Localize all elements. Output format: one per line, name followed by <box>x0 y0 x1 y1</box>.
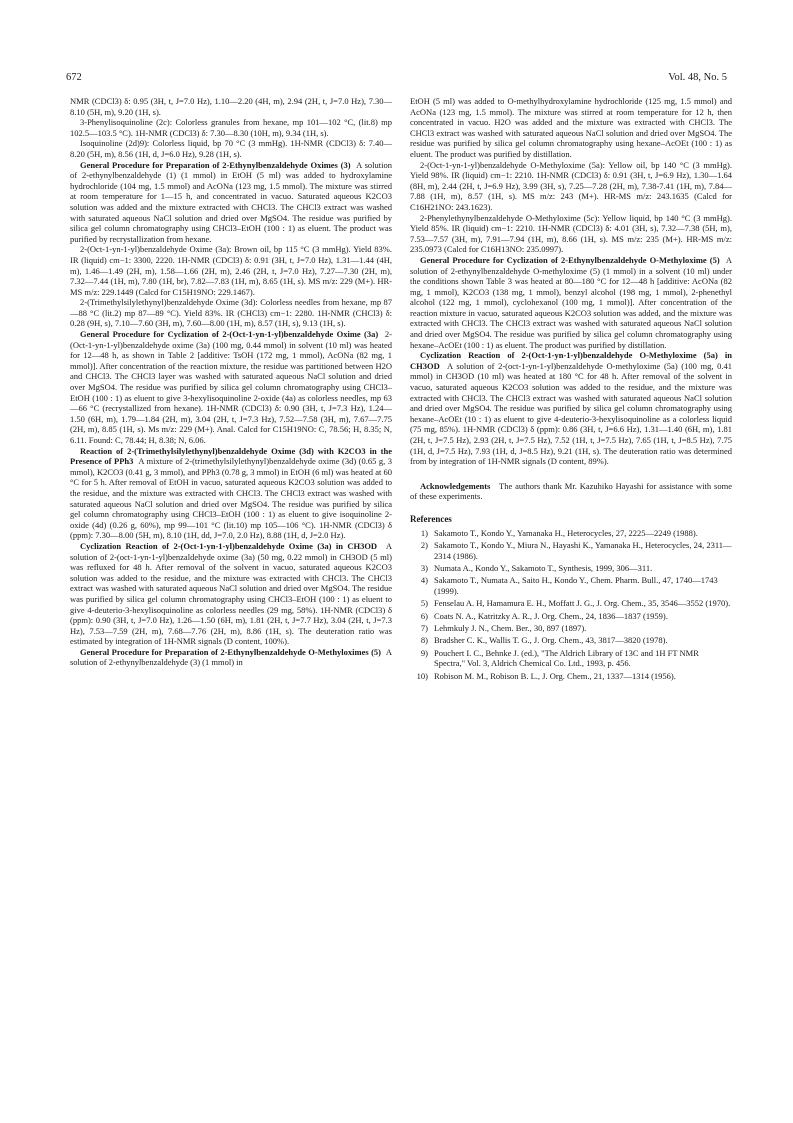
compound-3a-paragraph: 2-(Oct-1-yn-1-yl)benzaldehyde Oxime (3a): Brown oil, bp 115 °C (3 mmHg). Yield 83%. IR (liquid) cm−1: 3300, 2220. 1H-NMR (CDCl3) δ: 0.91 (3H, t, J=7.0 Hz), 1.31—1.44 (4H, m), 1.46—1.49 (2H, m), 1.58—1.66 (2H, m), 2.46 (2H, t, J=7.0 Hz), 7.27—7.30 (2H, m), 7.32—7.44 (1H, m), 7.80 (1H, br), 7.82—7.83 (1H, m), 8.65 (1H, s). MS m/z: 229 (M+). HR-MS m/z: 229.1449 (Calcd for C15H19NO: 229.1467). <box>70 244 392 297</box>
reference-item <box>410 648 732 669</box>
section-heading: General Procedure for Preparation of 2-Ethynylbenzaldehyde Oximes (3) <box>80 159 351 170</box>
reference-text: Pouchert I. C., Behnke J. (ed.), "The Aldrich Library of 13C and 1H FT NMR Spectra," Vol. 3, Aldrich Chemical Co. Ltd., 1993, p. 456. <box>434 647 699 669</box>
section-body: A solution of 2-(oct-1-yn-1-yl)benzaldehyde O-methyloxime (5a) (100 mg, 0.41 mmol) in CH3OD (10 ml) was heated at 180 °C for 48 h. After removal of the solvent in vacuo, saturated aqueous K2CO3 solution was added to the residue, and the mixture was extracted with CHCl3. The CHCl3 extract was washed with saturated aqueous NaCl solution and dried over MgSO4. The residue was purified by silica gel column chromatography using hexane–AcOEt (10 : 1) as eluent to give 4-deuterio-3-hexylisoquinoline as a colorless liquid (75 mg, 85%). 1H-NMR (CDCl3) δ (ppm): 0.86 (3H, t, J=6.6 Hz), 1.31—1.40 (6H, m), 1.81 (2H, t, J=7.5 Hz), 2.93 (2H, t, J=7.5 Hz), 7.52 (1H, t, J=7.5 Hz), 7.65 (1H, t, J=8.5 Hz), 7.75 (1H, d, J=7.5 Hz), 7.93 (1H, d, J=8.5 Hz), 9.21 (1H, s). The deuteration ratio was determined from by integration of 1H-NMR signals (D content, 89%). <box>410 360 732 467</box>
section-body: A solution of 2-ethynylbenzaldehyde (3) (1 mmol) in <box>70 646 392 668</box>
procedure-cyclization-5-paragraph <box>410 255 732 350</box>
reference-text: Bradsher C. K., Wallis T. G., J. Org. Chem., 43, 3817—3820 (1978). <box>434 635 668 646</box>
section-body: A solution of 2-ethynylbenzaldehyde (1) (1 mmol) in EtOH (5 ml) was added to hydroxylamine hydrochloride (104 mg, 1.5 mmol) and AcONa (123 mg, 1.5 mmol). The mixture was stirred at room temperature for 1—15 h, and concentrated in vacuo. Saturated aqueous K2CO3 solution was added and the mixture extracted with CHCl3. The CHCl3 extract was washed with saturated aqueous NaCl solution and dried over MgSO4. The residue was purified by silica gel column chromatography using CHCl3–EtOH (100 : 1) as eluent. The product was purified by recrystallization from hexane. <box>70 159 392 244</box>
reference-item <box>410 575 732 596</box>
reference-text: Sakamoto T., Kondo Y., Miura N., Hayashi K., Yamanaka H., Heterocycles, 24, 2311—2314 (1986). <box>434 539 732 561</box>
compound-2c-paragraph: 3-Phenylisoquinoline (2c): Colorless granules from hexane, mp 101—102 °C, (lit.8) mp 102.5—103.5 °C). 1H-NMR (CDCl3) δ: 7.30—8.30 (10H, m), 9.34 (1H, s). <box>70 117 392 138</box>
reference-number: 2) <box>420 539 428 550</box>
section-heading: General Procedure for Cyclization of 2-Ethynylbenzaldehyde O-Methyloxime (5) <box>420 254 720 265</box>
page-number: 672 <box>66 72 82 83</box>
right-column <box>410 96 732 683</box>
section-body: 2-(Oct-1-yn-1-yl)benzaldehyde oxime (3a) (100 mg, 0.44 mmol) in solvent (10 ml) was heated for 12—48 h, as shown in Table 2 [additive: TsOH (172 mg, 1 mmol), AcONa (82 mg, 1 mmol)]. After concentration of the reaction mixture, the residue was partitioned between H2O and CHCl3. The CHCl3 layer was washed with saturated aqueous NaCl solution and dried over MgSO4. The residue was purified by silica gel column chromatography using CHCl3–EtOH (100 : 1) as eluent to give 3-hexylisoquinoline 2-oxide (4a) as colorless needles, mp 63—66 °C (recrystallized from hexane). 1H-NMR (CDCl3) δ: 0.90 (3H, t, J=7.3 Hz), 1.24—1.50 (6H, m), 1.79—1.84 (2H, m), 3.04 (2H, t, J=7.3 Hz), 7.52—7.58 (3H, m), 7.67—7.75 (2H, m), 8.85 (1H, s). Ms m/z: 229 (M+). Anal. Calcd for C15H19NO: C, 78.56; H, 8.35; N, 6.11. Found: C, 78.44; H, 8.38; N, 6.06. <box>70 329 392 445</box>
journal-volume: Vol. 48, No. 5 <box>668 72 727 83</box>
reference-text: Numata A., Kondo Y., Sakamoto T., Synthesis, 1999, 306—311. <box>434 562 653 573</box>
reference-number: 7) <box>420 623 428 634</box>
reference-text: Sakamoto T., Numata A., Saito H., Kondo Y., Chem. Pharm. Bull., 47, 1740—1743 (1999). <box>434 575 718 596</box>
reference-number: 6) <box>420 610 428 621</box>
reference-item <box>410 611 732 622</box>
reference-text: Coats N. A., Katritzky A. R., J. Org. Chem., 24, 1836—1837 (1959). <box>434 610 668 621</box>
reference-text: Lehmkuly J. N., Chem. Ber., 30, 897 (1897). <box>434 623 587 634</box>
compound-3d-paragraph: 2-(Trimethylsilylethynyl)benzaldehyde Oxime (3d): Colorless needles from hexane, mp 87—88 °C (lit.2) mp 87—89 °C). Yield 83%. IR (CHCl3) cm−1: 2280. 1H-NMR (CHCl3) δ: 0.28 (9H, s), 7.10—7.60 (3H, m), 7.60—8.00 (1H, m), 8.57 (1H, s), 9.13 (1H, s). <box>70 297 392 329</box>
section-body: A solution of 2-ethynylbenzaldehyde O-methyloxime (5) (1 mmol) in a solvent (10 ml) under the conditions shown Table 3 was heated at 80—180 °C for 12—48 h [additive: AcONa (82 mg, 1 mmol), K2CO3 (138 mg, 1 mmol), benzyl alcohol (198 mg, 1 mmol), 2-phenethyl alcohol (122 mg, 1 mmol), cyclohexanol (100 mg, 1 mmol)]. After concentration of the reaction mixture in vacuo, saturated aqueous K2CO3 solution was added, and the mixture was extracted with CHCl3. The CHCl3 extract was washed with saturated aqueous NaCl solution and dried over MgSO4. The residue was purified by silica gel column chromatography using hexane–AcOEt (100 : 1) as eluent. The product was purified by distillation. <box>410 254 732 350</box>
acknowledgements-body: The authors thank Mr. Kazuhiko Hayashi for assistance with some of these experiments. <box>410 480 732 502</box>
reference-item <box>410 635 732 646</box>
reference-number: 1) <box>420 527 428 538</box>
section-body: A mixture of 2-(trimethylsilylethynyl)benzaldehyde oxime (3d) (0.65 g, 3 mmol), K2CO3 (0.41 g, 3 mmol), and PPh3 (0.78 g, 3 mmol) in EtOH (6 ml) was heated at 60 °C for 5 h. After removal of EtOH in vacuo, saturated aqueous K2CO3 solution was added to the residue, and the mixture was extracted with CHCl3. The CHCl3 extract was washed with saturated aqueous NaCl solution and dried over MgSO4. The residue was purified by silica gel column chromatography using CHCl3–EtOH (100 : 1) as eluent to give isoquinoline 2-oxide (4d) (0.26 g, 60%), mp 99—101 °C (lit.10) mp 105—106 °C). 1H-NMR (CDCl3) δ (ppm): 7.30—8.00 (5H, m), 8.10 (1H, dd, J=7.0, 2.0 Hz), 8.88 (1H, d, J=2.0 Hz). <box>70 456 392 541</box>
section-body: A solution of 2-(oct-1-yn-1-yl)benzaldehyde oxime (3a) (50 mg, 0.22 mmol) in CH3OD (5 ml) was refluxed for 48 h. After removal of the solvent in vacuo, saturated aqueous K2CO3 solution was added to the residue, and the mixture was extracted with CHCl3. The CHCl3 extract was washed with saturated aqueous NaCl solution and dried over MgSO4. The residue was purified by silica gel column chromatography using CHCl3–EtOH (100 : 1) as eluent to give 4-deuterio-3-hexylisoquinoline as colorless needles (29 mg, 58%). 1H-NMR (CDCl3) δ (ppm): 0.90 (3H, t, J=7.0 Hz), 1.26—1.50 (6H, m), 1.81 (2H, t, J=7.7 Hz), 3.04 (2H, t, J=7.3 Hz), 7.53—7.59 (2H, m), 7.68—7.76 (2H, m), 8.86 (1H, s). The deuteration ratio was estimated by integration of 1H-NMR signals (D content, 100%). <box>70 540 393 647</box>
section-heading: General Procedure for Preparation of 2-Ethynylbenzaldehyde O-Methyloximes (5) <box>80 646 382 657</box>
procedure-cyclization-3a-paragraph <box>70 329 392 446</box>
references-list <box>410 528 732 682</box>
reference-number: 3) <box>420 562 428 573</box>
continued-paragraph: EtOH (5 ml) was added to O-methylhydroxylamine hydrochloride (125 mg, 1.5 mmol) and AcONa (123 mg, 1.5 mmol). The mixture was stirred at room temperature for 12 h, then concentrated in vacuo. H2O was added and the mixture was extracted with CHCl3. The CHCl3 extract was washed with saturated aqueous NaCl solution and dried over MgSO4. The residue was purified by silica gel column chromatography using hexane–AcOEt (100 : 1) as eluent. The product was purified by distillation. <box>410 96 732 159</box>
references-heading: References <box>410 513 452 524</box>
section-heading: General Procedure for Cyclization of 2-(Oct-1-yn-1-yl)benzaldehyde Oxime (3a) <box>80 329 379 340</box>
reference-text: Fenselau A. H, Hamamura E. H., Moffatt J. G., J. Org. Chem., 35, 3546—3552 (1970). <box>434 598 731 609</box>
reference-text: Robison M. M., Robison B. L., J. Org. Chem., 21, 1337—1314 (1956). <box>434 670 676 681</box>
page-header <box>66 72 727 86</box>
reference-number: 5) <box>420 598 428 609</box>
procedure-oximes-paragraph <box>70 160 392 245</box>
reference-number: 8) <box>420 635 428 646</box>
reference-item <box>410 671 732 682</box>
reference-item <box>410 563 732 574</box>
nmr-data-paragraph: NMR (CDCl3) δ: 0.95 (3H, t, J=7.0 Hz), 1.10—2.20 (4H, m), 2.94 (2H, t, J=7.0 Hz), 7.30—8.10 (5H, m), 9.20 (1H, s). <box>70 96 392 117</box>
cyclization-5a-paragraph <box>410 350 732 467</box>
acknowledgements-paragraph <box>410 481 732 502</box>
reference-number: 10) <box>416 670 428 681</box>
reference-item <box>410 623 732 634</box>
section-heading: Cyclization Reaction of 2-(Oct-1-yn-1-yl)benzaldehyde O-Methyloxime (5a) in CH3OD <box>410 350 732 371</box>
reaction-3d-paragraph <box>70 446 392 541</box>
reference-item <box>410 540 732 561</box>
section-heading: Cyclization Reaction of 2-(Oct-1-yn-1-yl)benzaldehyde Oxime (3a) in CH3OD <box>80 540 378 551</box>
reference-number: 9) <box>420 647 428 658</box>
compound-5a-paragraph: 2-(Oct-1-yn-1-yl)benzaldehyde O-Methyloxime (5a): Yellow oil, bp 140 °C (3 mmHg). Yield 98%. IR (liquid) cm−1: 2210. 1H-NMR (CDCl3) δ: 0.91 (3H, t, J=6.9 Hz), 1.30—1.64 (8H, m), 2.44 (2H, t, J=6.9 Hz), 3.99 (3H, s), 7.25—7.28 (2H, m), 7.38-7.41 (1H, m), 7.84—7.88 (1H, m), 8.57 (1H, s). MS m/z: 243 (M+). HR-MS m/z: 243.1635 (Calcd for C16H21NO: 243.1623). <box>410 159 732 212</box>
section-heading: Reaction of 2-(Trimethylsilylethynyl)benzaldehyde Oxime (3d) with K2CO3 in the Presence of PPh3 <box>70 445 392 467</box>
acknowledgements-heading: Acknowledgements <box>420 480 491 491</box>
reference-number: 4) <box>420 575 428 586</box>
reference-item <box>410 528 732 539</box>
cyclization-ch3od-paragraph <box>70 541 392 647</box>
reference-text: Sakamoto T., Kondo Y., Yamanaka H., Heterocycles, 27, 2225—2249 (1988). <box>434 527 698 538</box>
left-column <box>70 96 392 668</box>
compound-5c-paragraph: 2-Phenylethynylbenzaldehyde O-Methyloxime (5c): Yellow liquid, bp 140 °C (3 mmHg). Yield 85%. IR (liquid) cm−1: 2210. 1H-NMR (CDCl3) δ: 4.01 (3H, s), 7.32—7.38 (5H, m), 7.53—7.57 (3H, m), 7.91—7.94 (1H, m), 8.66 (1H, s). MS m/z: 235 (M+). HR-MS m/z: 235.0973 (Calcd for C16H13NO: 235.0997). <box>410 212 732 255</box>
reference-item <box>410 598 732 609</box>
procedure-methyloximes-paragraph <box>70 647 392 668</box>
compound-2d-paragraph: Isoquinoline (2d)9): Colorless liquid, bp 70 °C (3 mmHg). 1H-NMR (CDCl3) δ: 7.40—8.20 (5H, m), 8.56 (1H, d, J=6.0 Hz), 9.28 (1H, s). <box>70 138 392 159</box>
